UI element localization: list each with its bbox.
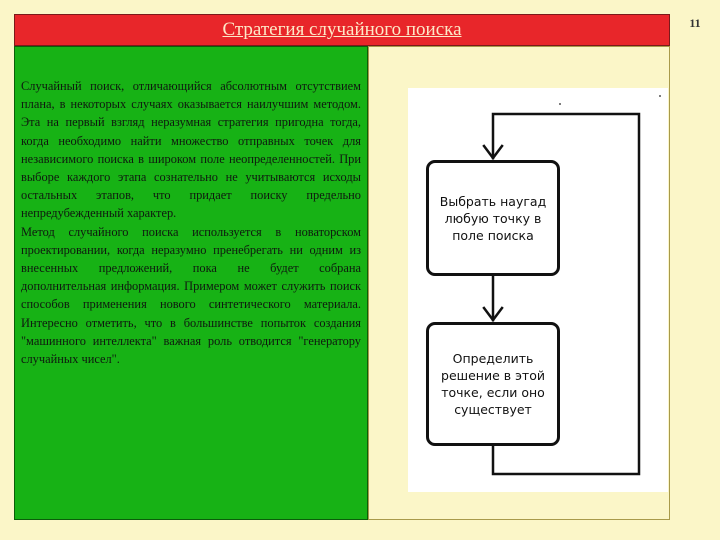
flowchart-box-determine-solution: Определить решение в этой точке, если оно существует: [426, 322, 560, 446]
body-text: [21, 77, 361, 368]
scan-dot-2: [659, 95, 661, 97]
text-panel: [14, 46, 368, 520]
slide-title: Стратегия случайного поиска: [222, 19, 462, 40]
title-bar: [14, 14, 670, 46]
paragraph-1: Случайный поиск, отличающийся абсолютным отсутствием плана, в некоторых случаях оказывается наилучшим методом. Эта на первый взгляд неразумная стратегия пригодна тогда, когда необходимо найти множество отправных точек для независимого поиска в широком поле неопределенностей. При выборе каждого этапа сознательно не учитываются исходы остальных этапов, что придает поиску предельно непредубежденный характер.: [21, 79, 361, 221]
flowchart-diagram: [408, 88, 668, 492]
paragraph-2: Метод случайного поиска используется в новаторском проектировании, когда неразумно пренебрегать ни одним из внесенных предложений, пока не будет собрана дополнительная информация. Примером может служить поиск способов применения нового синтетического материала. Интересно отметить, что в большинстве попыток создания "машинного интеллекта" важная роль отводится "генератору случайных чисел".: [21, 224, 361, 367]
page-number: 11: [689, 16, 701, 30]
flowchart-box-select-point: Выбрать наугад любую точку в поле поиска: [426, 160, 560, 276]
scan-dot: [559, 103, 561, 105]
